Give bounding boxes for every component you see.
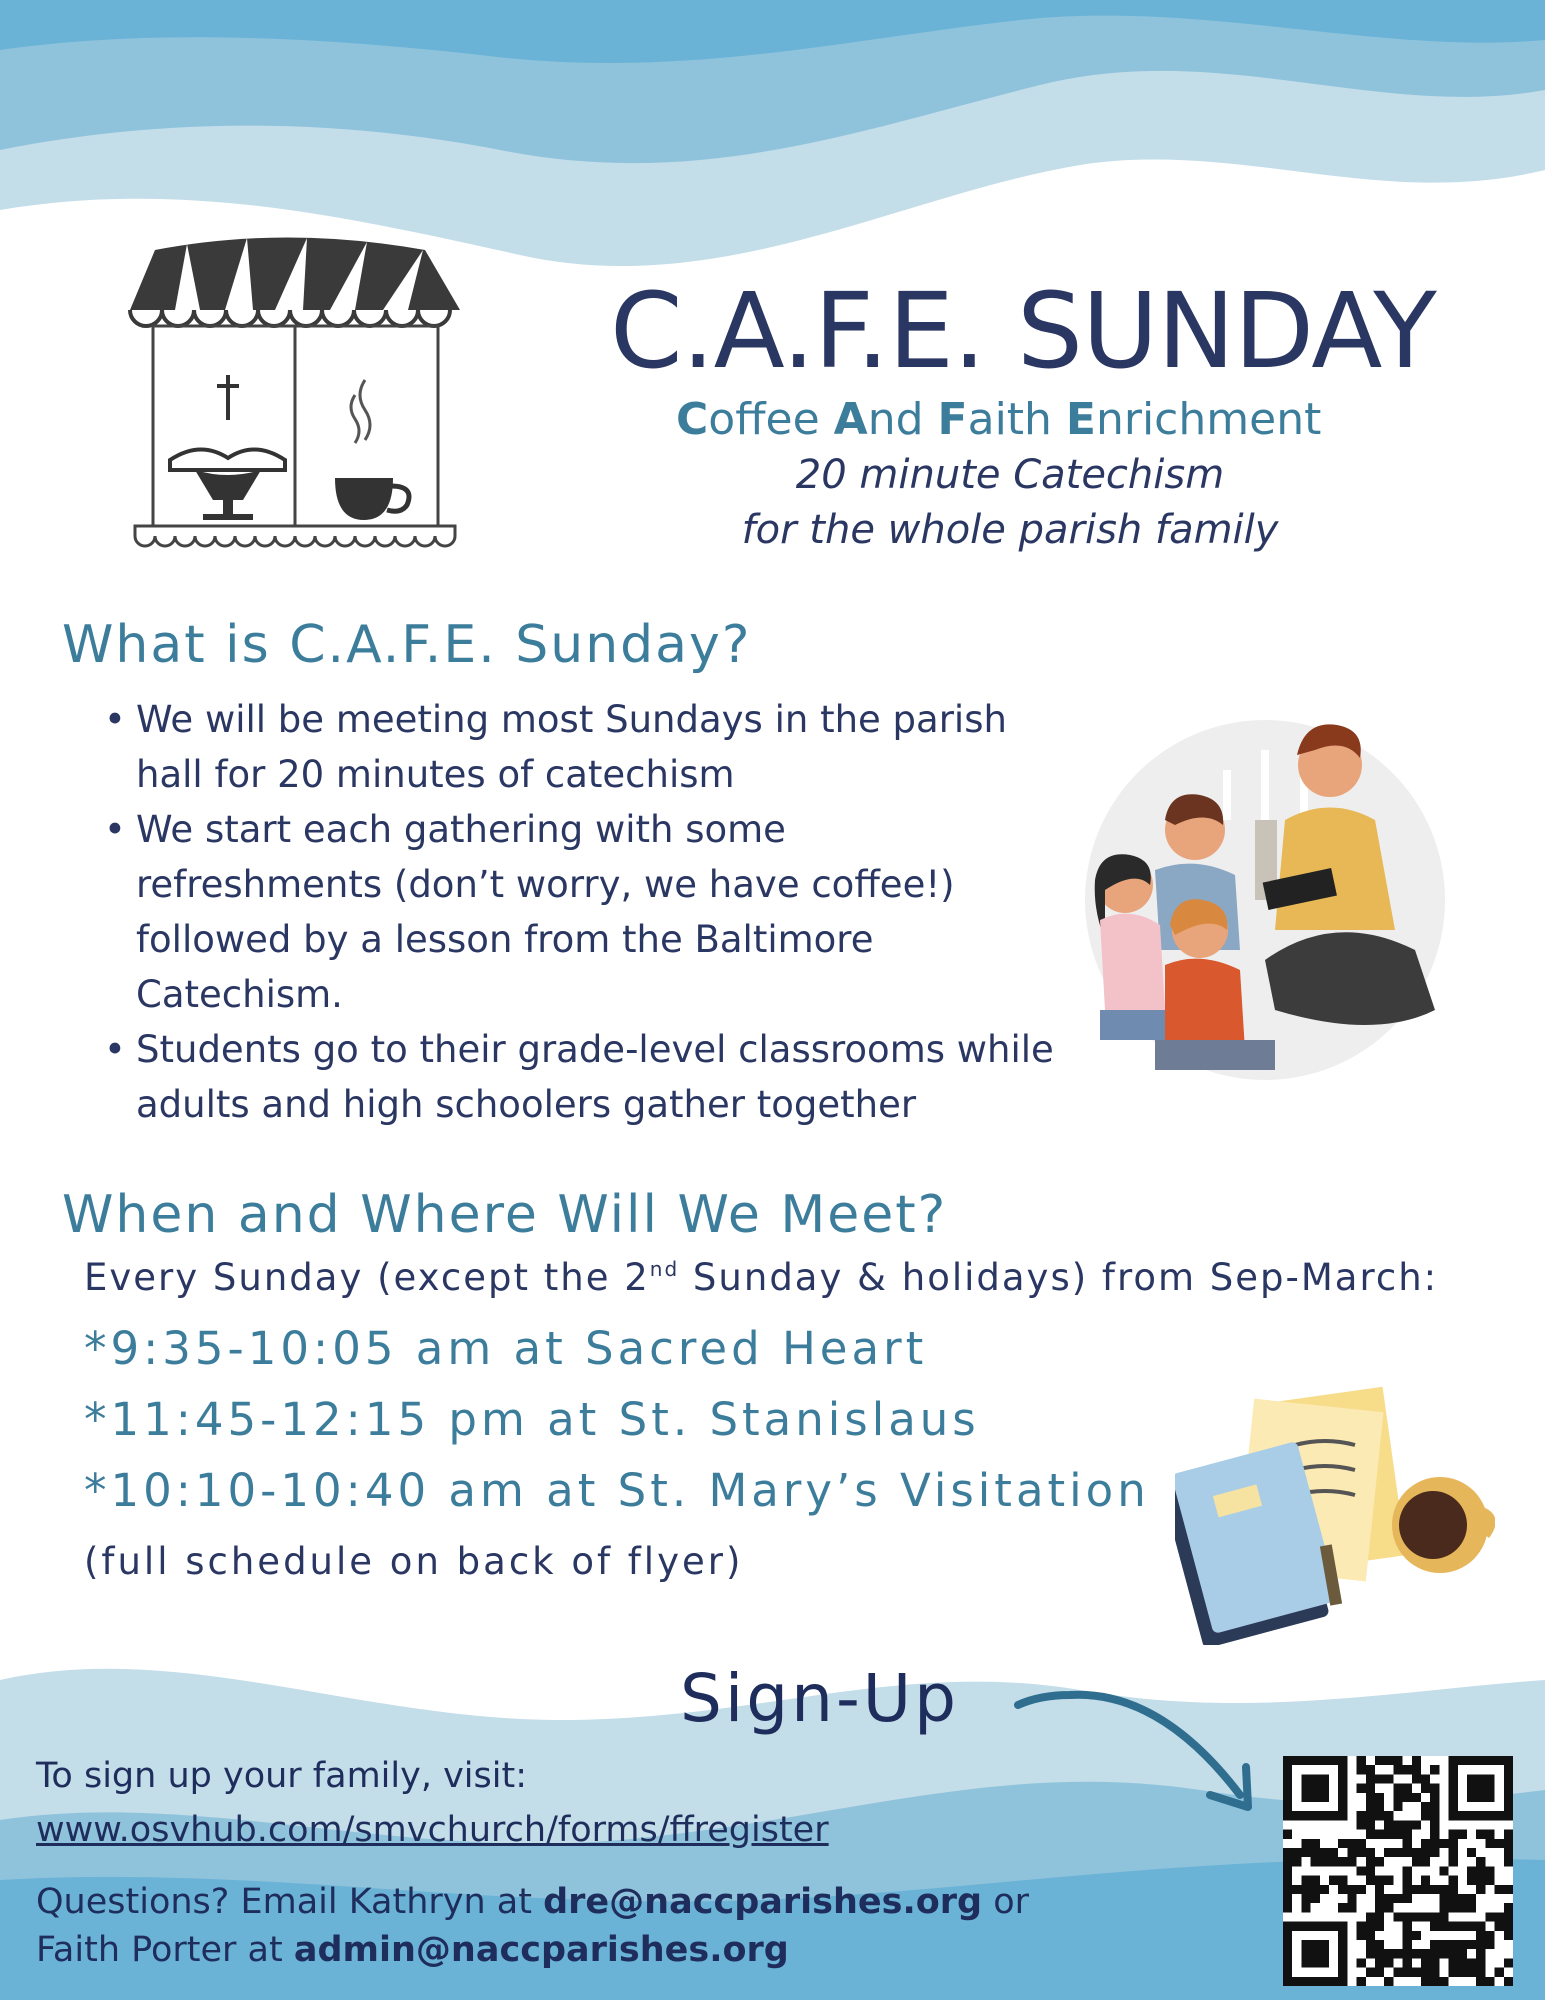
list-item: • Students go to their grade-level classrooms while adults and high schoolers gather together — [100, 1022, 1076, 1132]
curved-arrow-icon — [1010, 1675, 1260, 1825]
section-heading-what: What is C.A.F.E. Sunday? — [62, 615, 752, 675]
schedule-st-marys-visitation: *10:10-10:40 am at St. Mary’s Visitation — [84, 1464, 1150, 1517]
signup-heading: Sign-Up — [680, 1660, 959, 1737]
family-reading-illustration — [1075, 710, 1465, 1100]
questions-line-2: Faith Porter at admin@naccparishes.org — [36, 1930, 789, 1970]
books-coffee-illustration — [1175, 1375, 1495, 1645]
page-title: C.A.F.E. SUNDAY — [610, 270, 1436, 392]
schedule-sacred-heart: *9:35-10:05 am at Sacred Heart — [84, 1322, 928, 1375]
signup-link[interactable]: www.osvhub.com/smvchurch/forms/ffregister — [36, 1810, 829, 1850]
qr-code[interactable] — [1283, 1756, 1513, 1986]
signup-instructions: To sign up your family, visit: — [36, 1756, 527, 1796]
tagline-line-1: 20 minute Catechism — [795, 452, 1225, 498]
schedule-summary: Every Sunday (except the 2nd Sunday & holidays) from Sep-March: — [84, 1256, 1439, 1299]
cafe-awning-icon — [125, 230, 465, 560]
section-heading-when: When and Where Will We Meet? — [62, 1185, 948, 1245]
coffee-cup-icon — [335, 380, 409, 520]
list-item: • We start each gathering with some refreshments (don’t worry, we have coffee!) followed by a lesson from the Baltimore Catechism. — [100, 802, 1016, 1022]
email-link-dre[interactable]: dre@naccparishes.org — [543, 1882, 983, 1922]
subtitle-acronym: Coffee And Faith Enrichment — [676, 394, 1322, 445]
email-link-admin[interactable]: admin@naccparishes.org — [293, 1930, 789, 1970]
tagline-line-2: for the whole parish family — [741, 507, 1279, 553]
questions-line-1: Questions? Email Kathryn at dre@naccparishes.org or — [36, 1882, 1030, 1922]
bible-icon — [170, 375, 285, 520]
what-bullet-list — [100, 692, 1080, 1132]
list-item: • We will be meeting most Sundays in the parish hall for 20 minutes of catechism — [100, 692, 1046, 802]
schedule-st-stanislaus: *11:45-12:15 pm at St. Stanislaus — [84, 1393, 980, 1446]
schedule-note: (full schedule on back of flyer) — [84, 1540, 744, 1583]
